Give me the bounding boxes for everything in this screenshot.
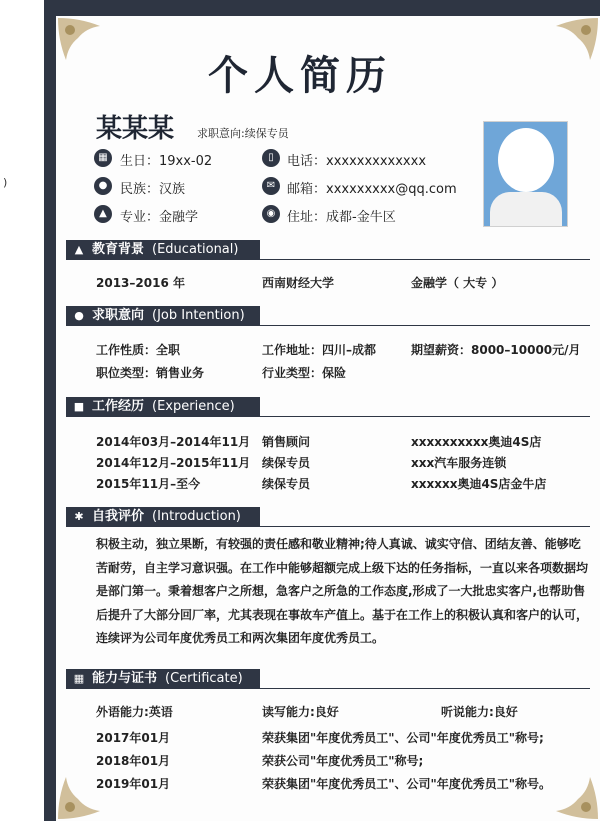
section-bar — [66, 306, 260, 326]
outer-margin — [0, 0, 42, 821]
award-text: 荣获集团"年度优秀员工"、公司"年度优秀员工"称号。 — [262, 777, 552, 791]
graduation-cap-icon: ▲ — [94, 205, 112, 223]
experience-period: 2015年11月–至今 — [96, 477, 201, 491]
self-evaluation-text: 积极主动，独立果断，有较强的责任感和敬业精神;待人真诚、诚实守信、团结友善、能够吃苦耐劳，自主学习意识强。在工作中能够超额完成上级下达的任务指标，一直以来各项数据均是部门第一。秉着想客户之所想，急客户之所急的工作态度,形成了一大批忠实客户,也帮助售后提升了大部分回厂率，尤其表现在事故车产值上。基于在工作上的积极认真和客户的认可，连续评为公司年度优秀员工和两次集团年度优秀员工。 — [96, 537, 589, 646]
briefcase-icon: ■ — [73, 400, 85, 413]
section-bar — [66, 397, 260, 417]
photo-face — [498, 128, 554, 192]
section-rule — [260, 526, 590, 527]
foreign-language-ability: 外语能力:英语 — [96, 705, 173, 719]
section-title: 自我评价 — [92, 509, 145, 524]
education-school: 西南财经大学 — [262, 276, 335, 290]
mail-icon: ✉ — [262, 177, 280, 195]
page-title: 个人简历 — [208, 53, 392, 99]
section-subtitle: (Job Intention) — [152, 308, 245, 323]
calendar-icon: ▦ — [94, 149, 112, 167]
award-text: 荣获集团"年度优秀员工"、公司"年度优秀员工"称号; — [262, 731, 544, 745]
experience-company: xxxxxx奥迪4S店金牛店 — [411, 477, 547, 491]
section-subtitle: (Introduction) — [152, 509, 241, 524]
section-rule — [260, 259, 590, 260]
major: 专业：金融学 — [120, 210, 199, 225]
phone-icon: ▯ — [262, 149, 280, 167]
section-title: 能力与证书 — [92, 671, 158, 686]
listening-speaking-ability: 听说能力:良好 — [441, 705, 518, 719]
candidate-name: 某某某 — [96, 114, 175, 144]
section-bar — [66, 507, 260, 527]
gear-icon: ✱ — [74, 510, 84, 523]
birthday: 生日：19xx-02 — [120, 154, 213, 169]
reading-writing-ability: 读写能力:良好 — [262, 705, 339, 719]
section-bar — [66, 669, 260, 689]
expected-salary: 期望薪资：8000–10000元/月 — [411, 343, 581, 357]
experience-role: 续保专员 — [262, 456, 311, 470]
photo-shirt — [490, 192, 562, 227]
section-title: 求职意向 — [92, 308, 145, 323]
award-date: 2017年01月 — [96, 731, 171, 745]
corner-ornament-icon — [554, 775, 600, 821]
section-bar — [66, 240, 260, 260]
section-rule — [260, 325, 590, 326]
work-location: 工作地址：四川–成都 — [262, 343, 377, 357]
award-date: 2018年01月 — [96, 754, 171, 768]
section-rule — [260, 688, 590, 689]
industry-type: 行业类型：保险 — [262, 366, 347, 380]
experience-company: xxx汽车服务连锁 — [411, 456, 507, 470]
section-rule — [260, 416, 590, 417]
section-title: 工作经历 — [92, 399, 145, 414]
person-icon: ● — [74, 309, 84, 322]
award-text: 荣获公司"年度优秀员工"称号; — [262, 754, 424, 768]
graduation-cap-icon: ▲ — [74, 243, 84, 256]
job-type: 职位类型：销售业务 — [96, 366, 205, 380]
section-subtitle: (Experience) — [152, 399, 235, 414]
phone: 电话：xxxxxxxxxxxxx — [287, 154, 427, 169]
location-pin-icon: ◉ — [262, 205, 280, 223]
experience-period: 2014年12月–2015年11月 — [96, 456, 251, 470]
experience-company: xxxxxxxxxx奥迪4S店 — [411, 435, 542, 449]
experience-role: 续保专员 — [262, 477, 311, 491]
experience-role: 销售顾问 — [262, 435, 311, 449]
section-title: 教育背景 — [92, 242, 145, 257]
experience-period: 2014年03月–2014年11月 — [96, 435, 251, 449]
job-intent: 求职意向:续保专员 — [197, 127, 289, 140]
person-icon: ● — [94, 177, 112, 195]
grid-icon: ▦ — [73, 672, 85, 685]
award-date: 2019年01月 — [96, 777, 171, 791]
education-degree: 金融学（ 大专 ） — [411, 276, 504, 290]
section-subtitle: (Educational) — [152, 242, 239, 257]
work-nature: 工作性质：全职 — [96, 343, 181, 357]
address: 住址：成都-金牛区 — [287, 210, 396, 225]
section-subtitle: (Certificate) — [165, 671, 243, 686]
profile-photo — [483, 121, 568, 227]
email: 邮箱：xxxxxxxxx@qq.com — [287, 182, 457, 197]
ethnicity: 民族：汉族 — [120, 182, 186, 197]
education-period: 2013–2016 年 — [96, 276, 185, 290]
stray-mark: ) — [3, 176, 8, 189]
